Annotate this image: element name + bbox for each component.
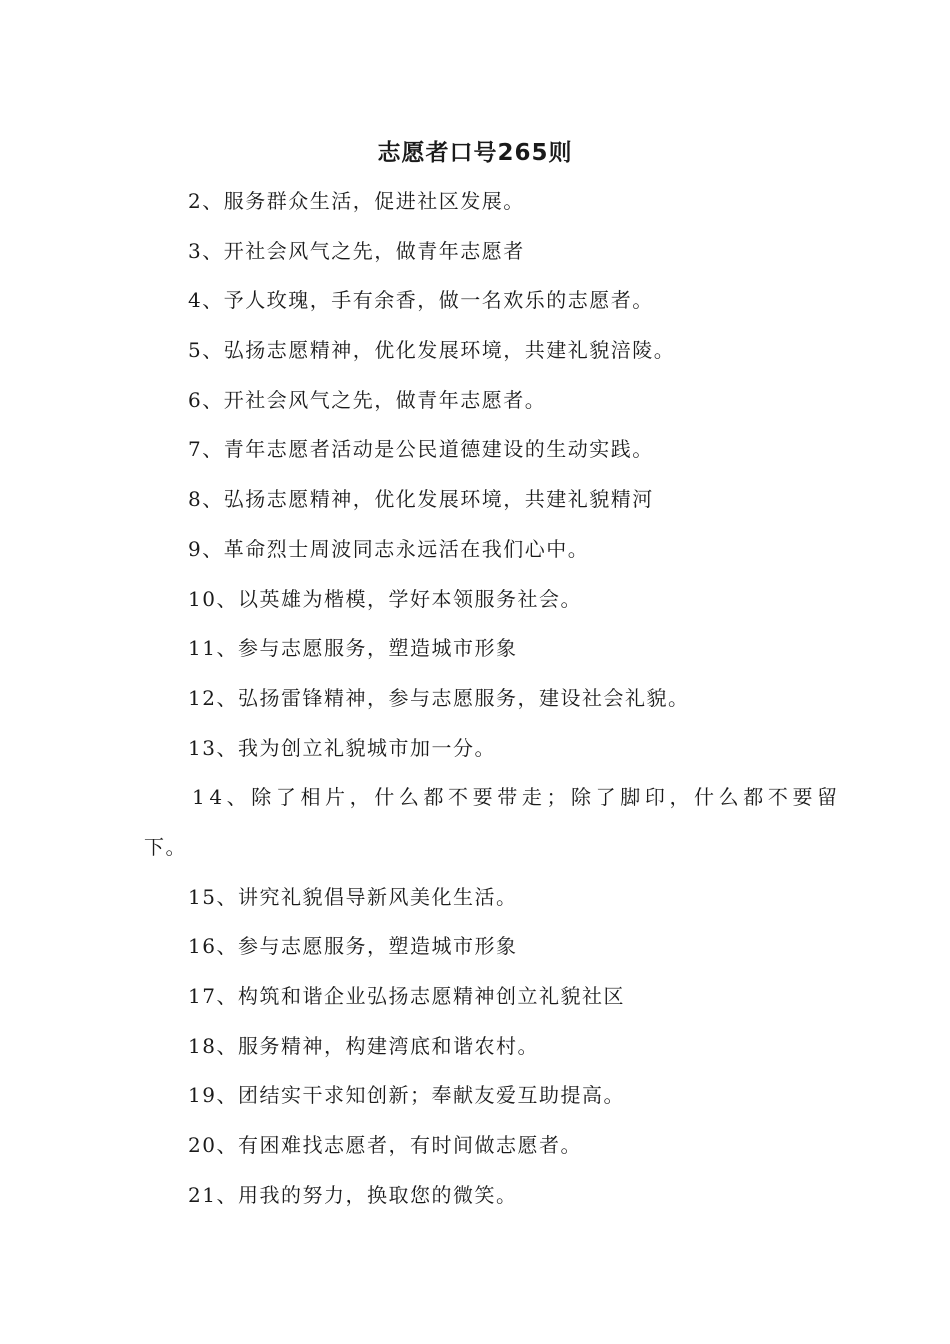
slogan-item: 9、革命烈士周波同志永远活在我们心中。 (188, 536, 590, 561)
slogan-item: 12、弘扬雷锋精神，参与志愿服务，建设社会礼貌。 (188, 685, 690, 710)
slogan-item: 7、青年志愿者活动是公民道德建设的生动实践。 (188, 437, 654, 462)
slogan-item: 4、予人玫瑰，手有余香，做一名欢乐的志愿者。 (188, 288, 654, 313)
slogan-item: 21、用我的努力，换取您的微笑。 (188, 1182, 518, 1207)
slogan-item: 15、讲究礼貌倡导新风美化生活。 (188, 884, 518, 909)
slogan-item: 2、服务群众生活，促进社区发展。 (188, 189, 525, 213)
slogan-item: 13、我为创立礼貌城市加一分。 (188, 735, 496, 760)
document-title: 志愿者口号265则 (377, 140, 573, 166)
slogan-list (0, 184, 950, 1227)
slogan-item: 18、服务精神，构建湾底和谐农村。 (188, 1033, 539, 1058)
slogan-item-line1: 14、除了相片，什么都不要带走；除了脚印，什么都不要留 (192, 785, 842, 810)
slogan-item: 10、以英雄为楷模，学好本领服务社会。 (188, 586, 582, 611)
slogan-item: 19、团结实干求知创新；奉献友爱互助提高。 (188, 1083, 625, 1108)
slogan-item: 17、构筑和谐企业弘扬志愿精神创立礼貌社区 (188, 984, 625, 1009)
slogan-item: 6、开社会风气之先，做青年志愿者。 (188, 387, 547, 412)
slogan-item: 20、有困难找志愿者，有时间做志愿者。 (188, 1133, 582, 1158)
slogan-item: 16、参与志愿服务，塑造城市形象 (188, 934, 518, 959)
slogan-item: 11、参与志愿服务，塑造城市形象 (188, 636, 518, 661)
slogan-item-line2: 下。 (144, 834, 187, 859)
slogan-item: 3、开社会风气之先，做青年志愿者 (188, 238, 525, 263)
slogan-item-wrapped (0, 780, 950, 879)
slogan-item: 5、弘扬志愿精神，优化发展环境，共建礼貌涪陵。 (188, 338, 676, 363)
slogan-item: 8、弘扬志愿精神，优化发展环境，共建礼貌精河 (188, 487, 654, 512)
